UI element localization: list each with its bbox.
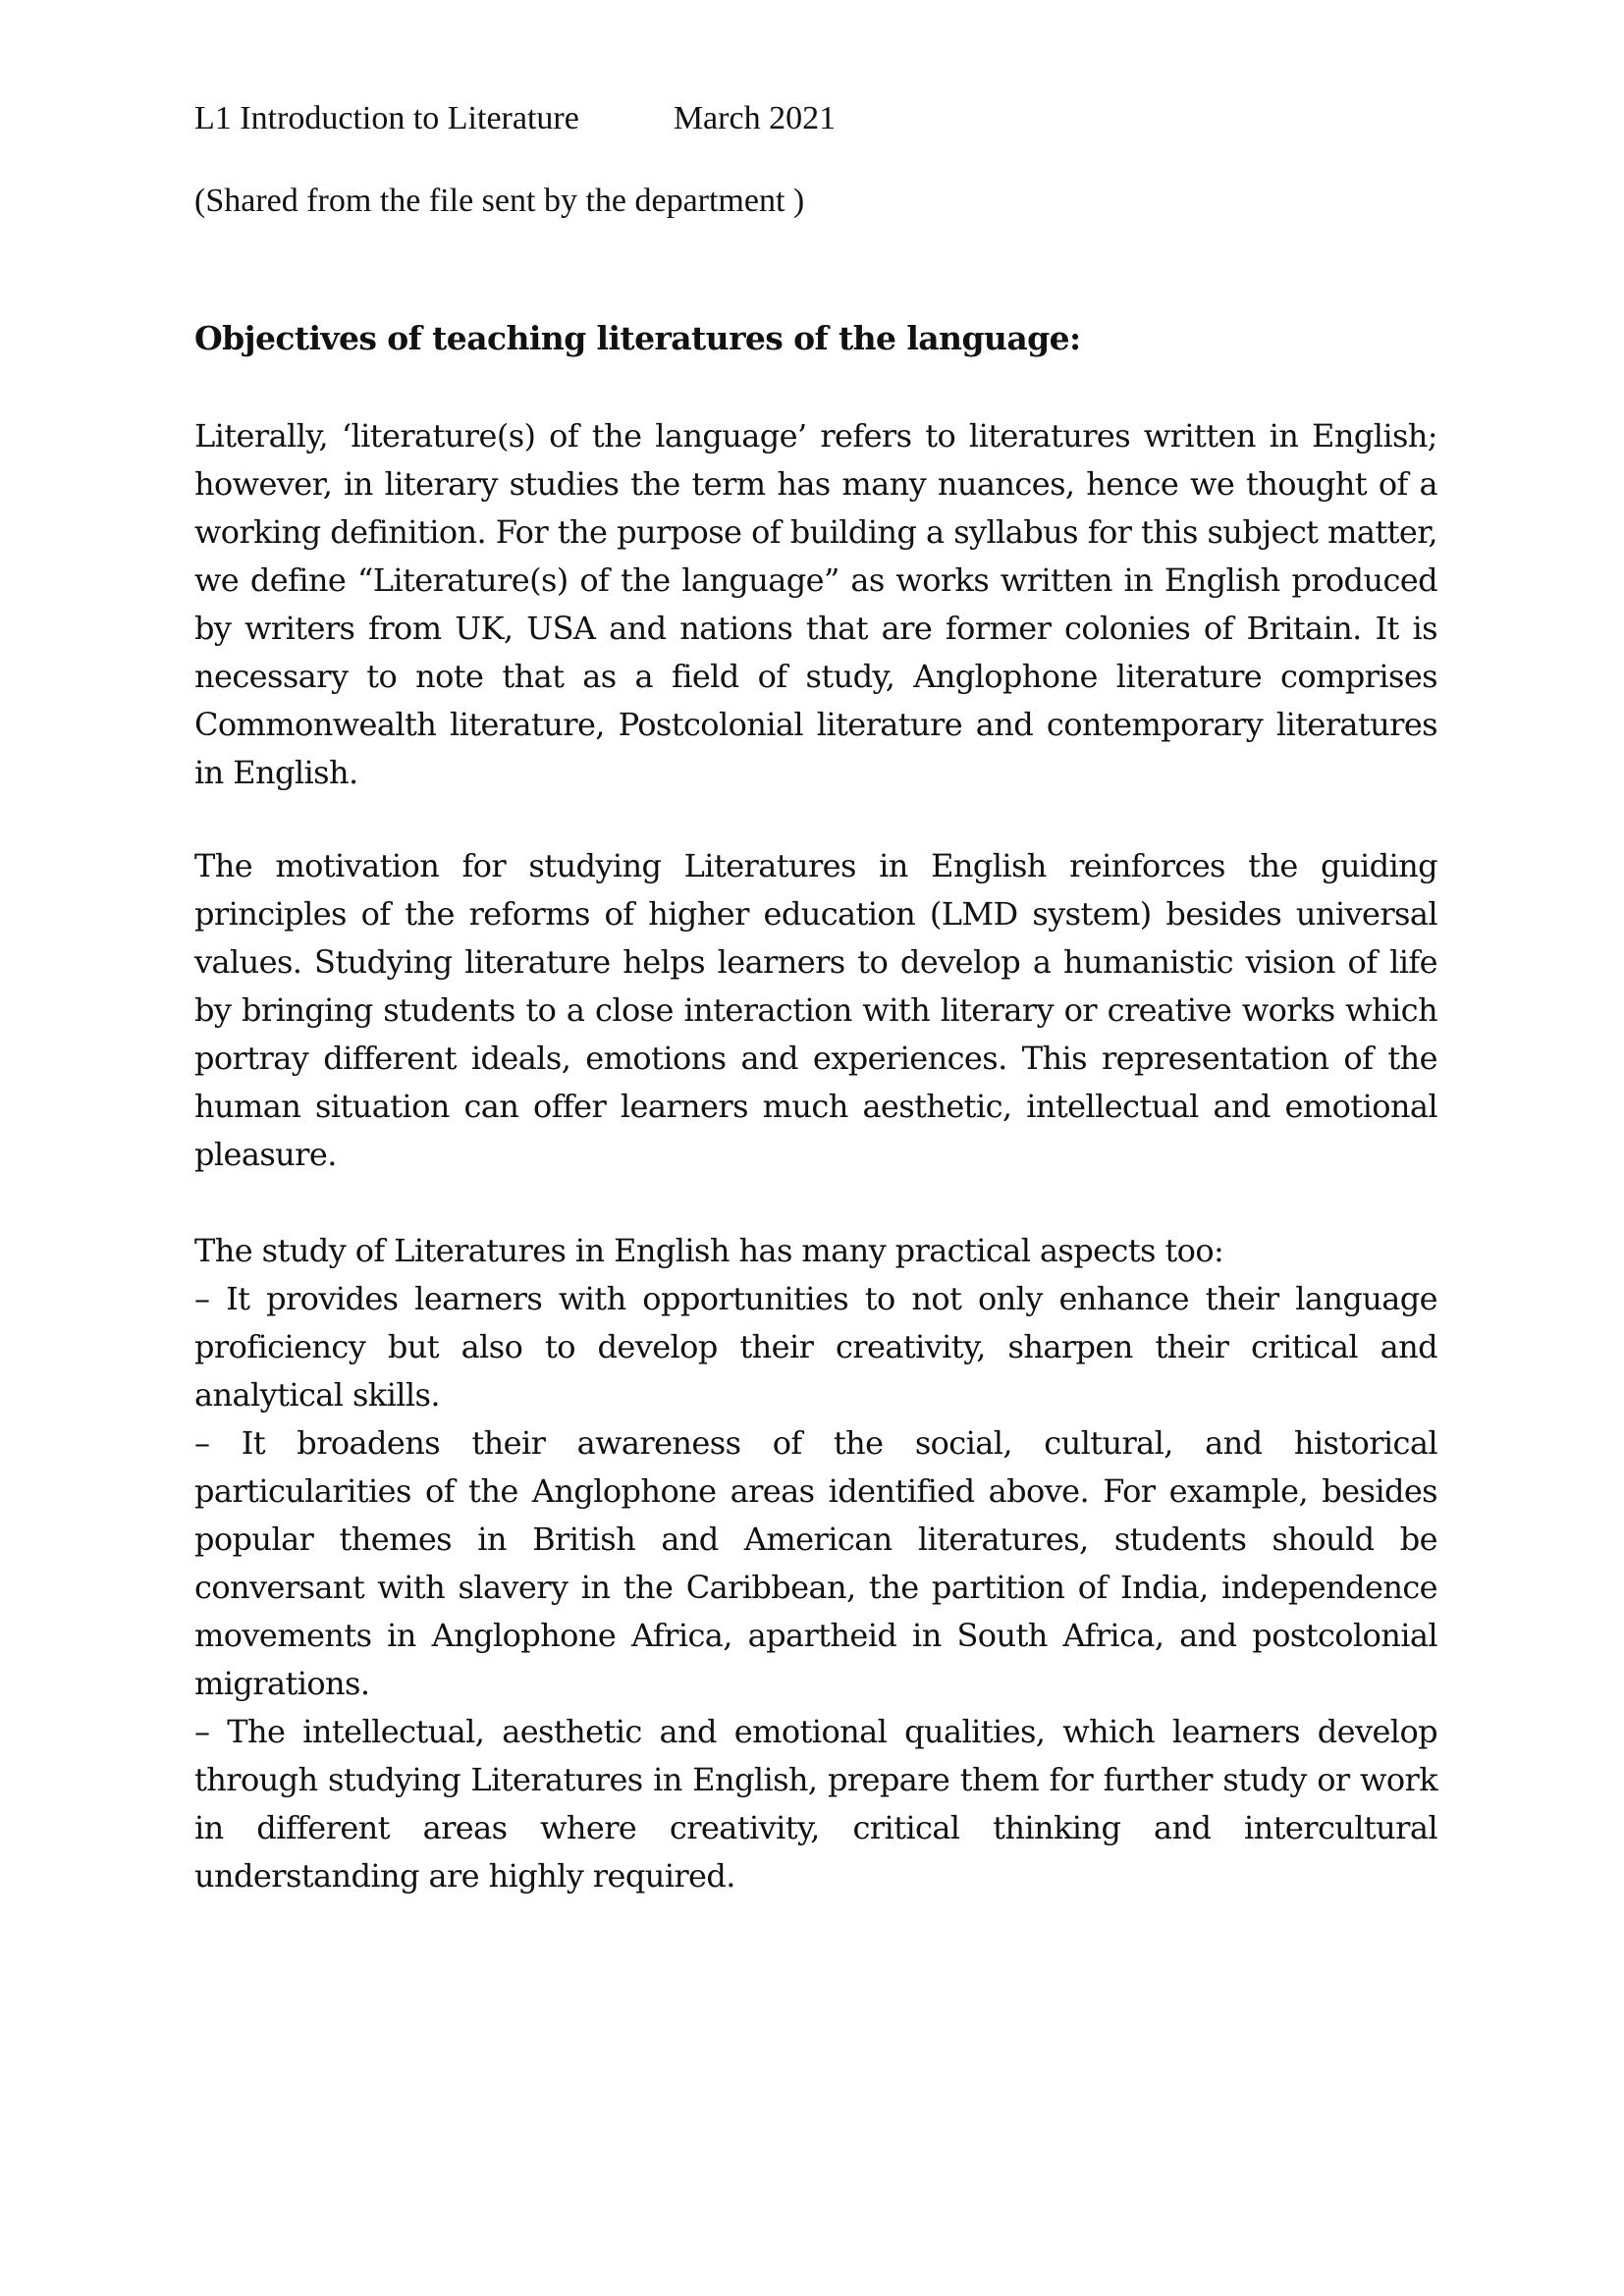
list-item: – It provides learners with opportunities to not only enhance their language proficiency but also to develop their creativity, sharpen their critical and analytical skills. — [194, 1280, 1437, 1414]
paragraph-practical-aspects — [194, 1227, 1437, 1900]
document-header — [194, 96, 836, 141]
list-item: – The intellectual, aesthetic and emotional qualities, which learners develop through studying Literatures in English, prepare them for further study or work in different areas where creativity, critical thinking and intercultural understanding are highly required. — [194, 1713, 1437, 1895]
paragraph-text: The motivation for studying Literatures in English reinforces the guiding principles of the reforms of higher education (LMD system) besides universal values. Studying literature helps learners to develop a humanistic vision of life by bringing students to a close interaction with literary or creative works which portray different ideals, emotions and experiences. This representation of the human situation can offer learners much aesthetic, intellectual and emotional pleasure. — [194, 847, 1437, 1173]
section-heading: Objectives of teaching literatures of the language: — [194, 319, 1081, 357]
paragraph-motivation — [194, 842, 1437, 1179]
list-item: – It broadens their awareness of the social, cultural, and historical particularities of the Anglophone areas identified above. For example, besides popular themes in British and American literatures, students should be conversant with slavery in the Caribbean, the partition of India, independence movements in Anglophone Africa, apartheid in South Africa, and postcolonial migrations. — [194, 1424, 1437, 1702]
paragraph-definition — [194, 412, 1437, 797]
document-date: March 2021 — [673, 100, 837, 136]
paragraph-text: Literally, ‘literature(s) of the language’ refers to literatures written in English; however, in literary studies the term has many nuances, hence we thought of a working definition. For the purpose of building a syllabus for this subject matter, we define “Literature(s) of the language” as works written in English produced by writers from UK, USA and nations that are former colonies of Britain. It is necessary to note that as a field of study, Anglophone literature comprises Commonwealth literature, Postcolonial literature and contemporary literatures in English. — [194, 417, 1437, 791]
shared-note: (Shared from the file sent by the department ) — [194, 183, 805, 219]
course-title: L1 Introduction to Literature — [194, 100, 579, 136]
paragraph-lead: The study of Literatures in English has many practical aspects too: — [194, 1232, 1224, 1269]
